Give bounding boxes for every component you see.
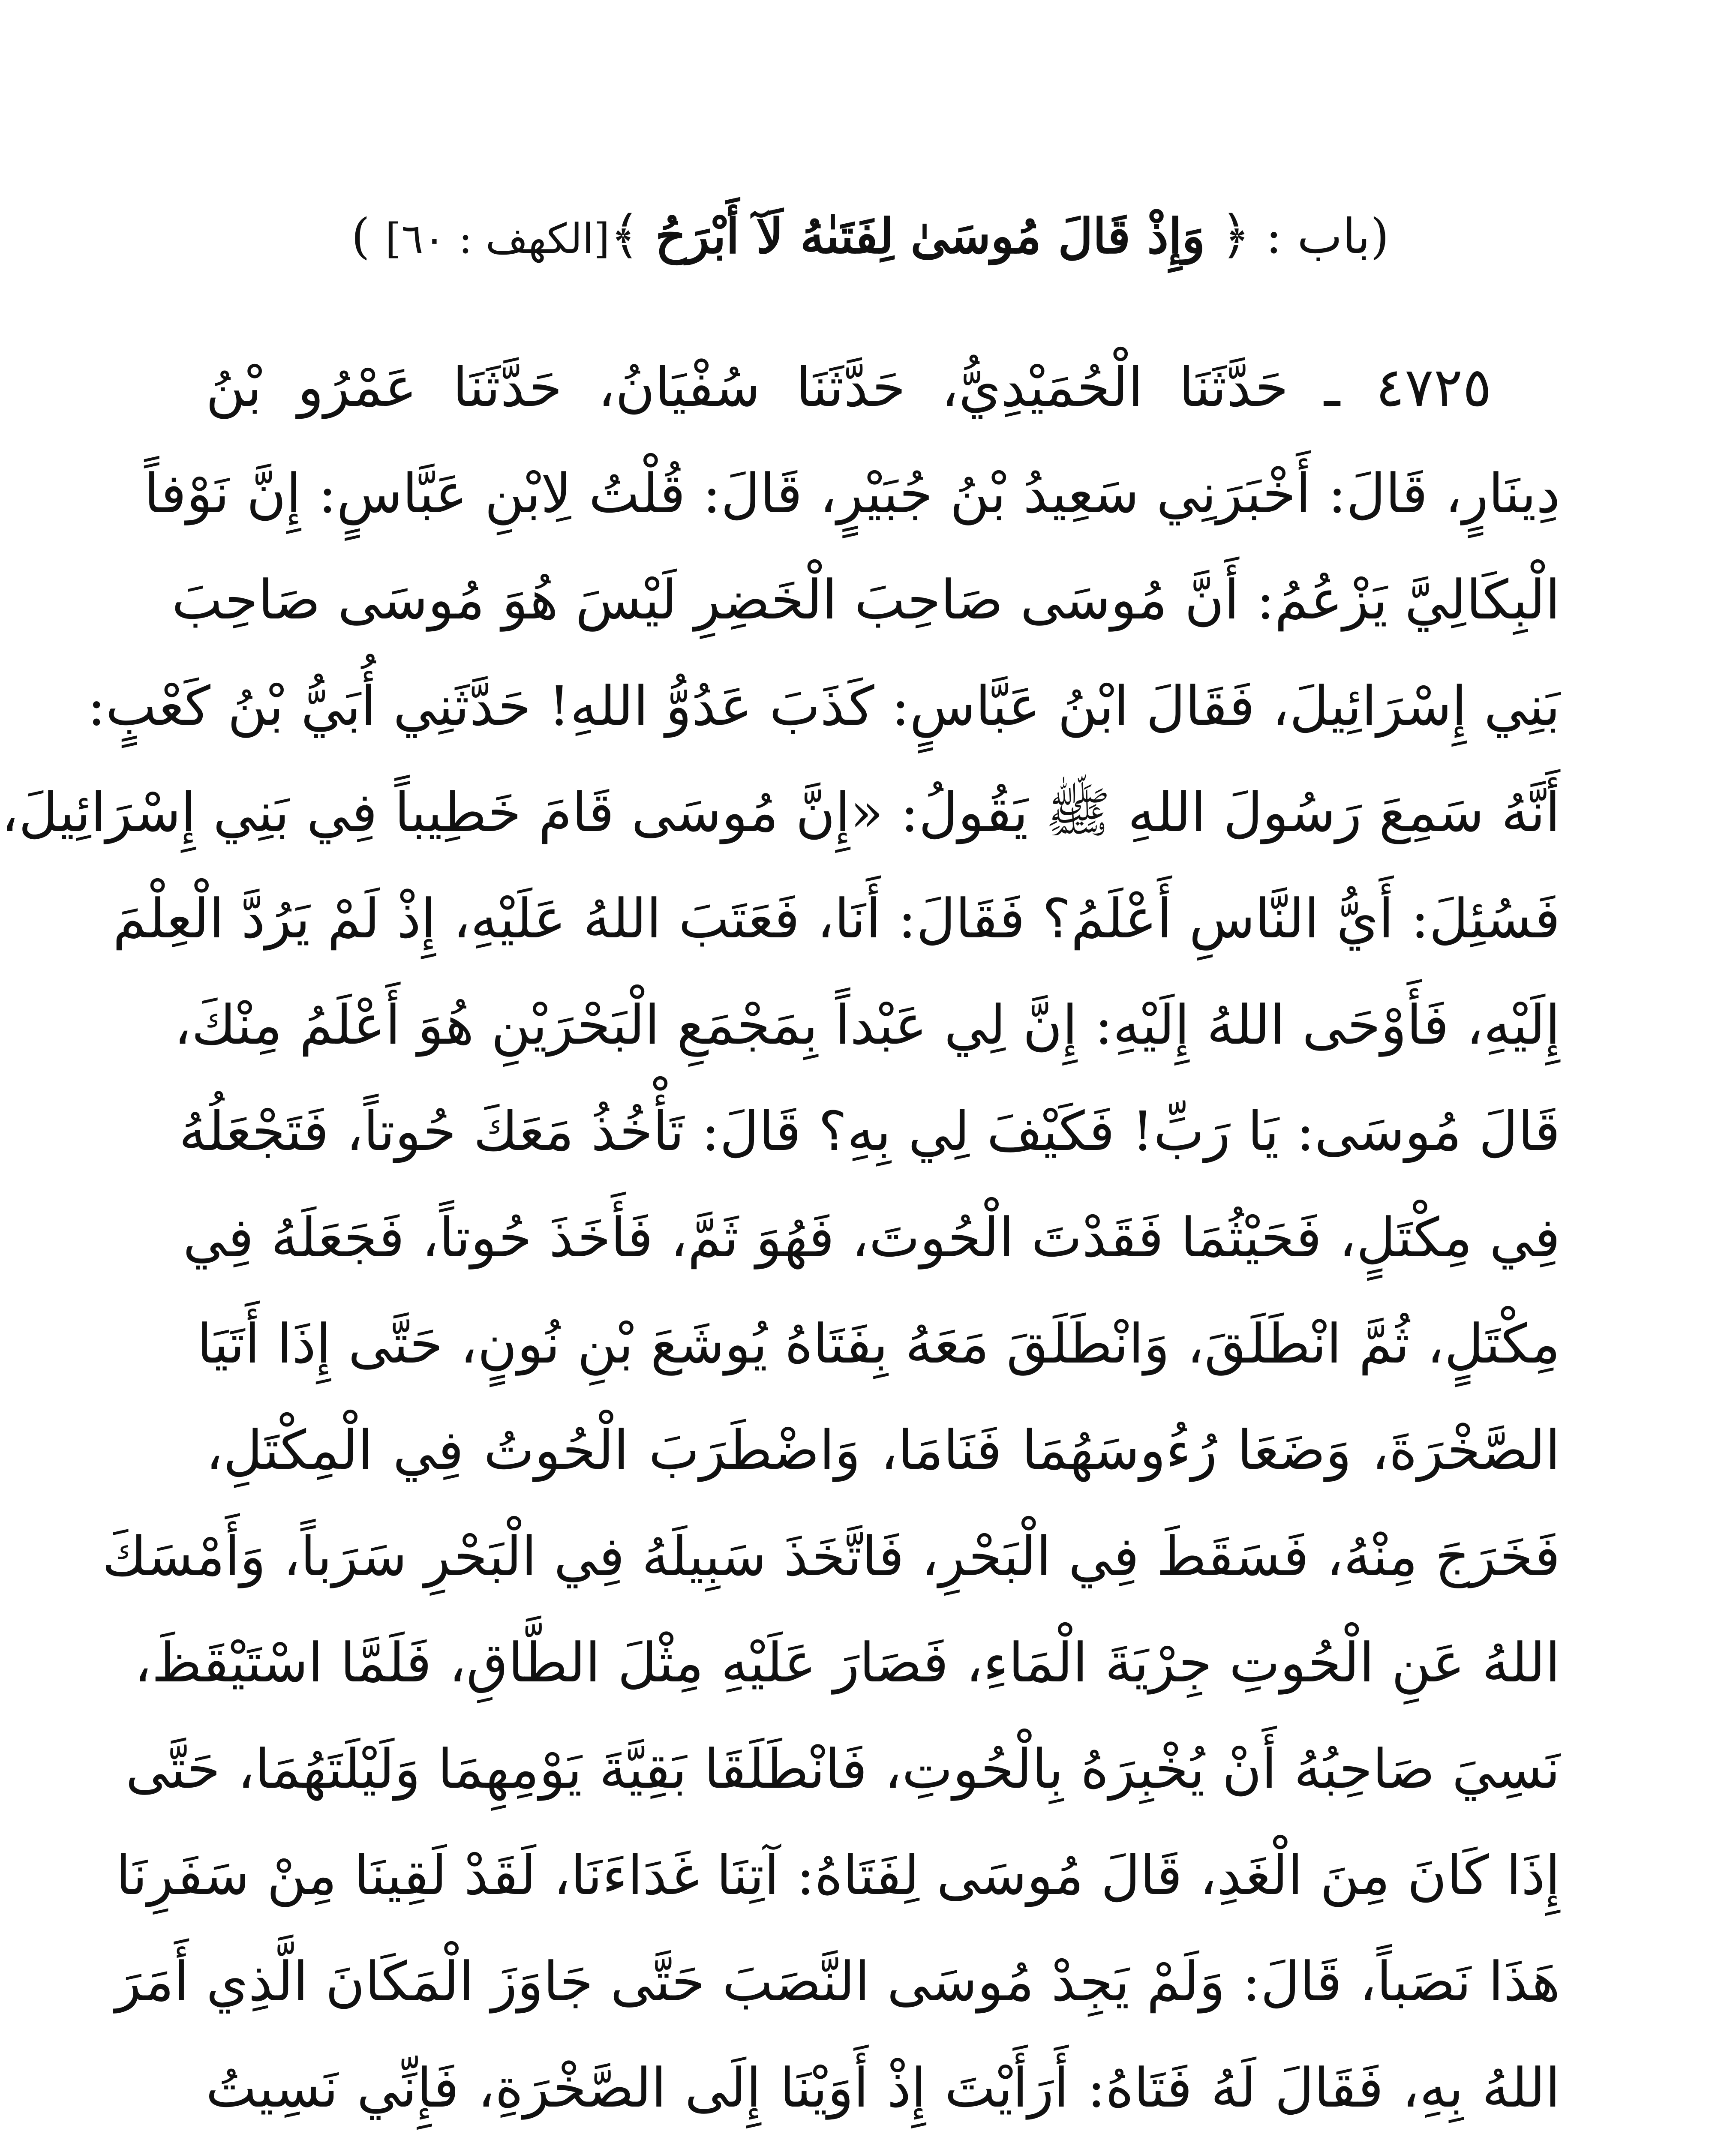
text-line: أَنَّهُ سَمِعَ رَسُولَ اللهِ ﷺ يَقُولُ: «إِنَّ مُوسَى قَامَ خَطِيباً فِي بَنِي إِسْرَائِيلَ، — [1, 781, 1560, 844]
text-line: نَسِيَ صَاحِبُهُ أَنْ يُخْبِرَهُ بِالْحُوتِ، فَانْطَلَقَا بَقِيَّةَ يَوْمِهِمَا وَلَيْلَتَهُمَا، حَتَّى — [126, 1738, 1560, 1801]
text-line: مِكْتَلٍ، ثُمَّ انْطَلَقَ، وَانْطَلَقَ مَعَهُ بِفَتَاهُ يُوشَعَ بْنِ نُونٍ، حَتَّى إِذَا أَتَيَا — [197, 1312, 1560, 1375]
text-line: إِذَا كَانَ مِنَ الْغَدِ، قَالَ مُوسَى لِفَتَاهُ: آتِنَا غَدَاءَنَا، لَقَدْ لَقِينَا مِنْ سَفَرِنَا — [116, 1844, 1560, 1907]
hadith-text-block — [1, 334, 1561, 2143]
quran-bracket-open-icon: ﴿ — [1220, 206, 1251, 265]
text-line: قَالَ مُوسَى: يَا رَبِّ! فَكَيْفَ لِي بِهِ؟ قَالَ: تَأْخُذُ مَعَكَ حُوتاً، فَتَجْعَلُهُ — [179, 1100, 1560, 1163]
heading-quran-verse: وَإِذْ قَالَ مُوسَىٰ لِفَتَىٰهُ لَآ أَبْرَحُ — [655, 208, 1205, 264]
text-line: اللهُ بِهِ، فَقَالَ لَهُ فَتَاهُ: أَرَأَيْتَ إِذْ أَوَيْنَا إِلَى الصَّخْرَةِ، فَإِنِّي نَسِيتُ — [206, 2056, 1560, 2119]
text-line: ٤٧٢٥ ـ حَدَّثَنَا الْحُمَيْدِيُّ، حَدَّثَنَا سُفْيَانُ، حَدَّثَنَا عَمْرُو بْنُ — [206, 356, 1492, 419]
text-line: دِينَارٍ، قَالَ: أَخْبَرَنِي سَعِيدُ بْنُ جُبَيْرٍ، قَالَ: قُلْتُ لِابْنِ عَبَّاسٍ: إِنَّ نَوْفاً — [144, 462, 1560, 525]
text-line: هَذَا نَصَباً، قَالَ: وَلَمْ يَجِدْ مُوسَى النَّصَبَ حَتَّى جَاوَزَ الْمَكَانَ الَّذِي أَمَرَ — [115, 1950, 1560, 2013]
heading-bab-label: باب : — [1265, 209, 1370, 264]
text-line: اللهُ عَنِ الْحُوتِ جِرْيَةَ الْمَاءِ، فَصَارَ عَلَيْهِ مِثْلَ الطَّاقِ، فَلَمَّا اسْتَيْقَظَ، — [134, 1631, 1560, 1694]
heading-surah-reference: [الكهف : ٦٠] — [385, 215, 610, 263]
text-line: إِلَيْهِ، فَأَوْحَى اللهُ إِلَيْهِ: إِنَّ لِي عَبْداً بِمَجْمَعِ الْبَحْرَيْنِ هُوَ أَعْلَمُ مِنْكَ، — [174, 993, 1560, 1056]
text-line: الصَّخْرَةَ، وَضَعَا رُءُوسَهُمَا فَنَامَا، وَاضْطَرَبَ الْحُوتُ فِي الْمِكْتَلِ، — [206, 1419, 1561, 1482]
chapter-heading — [334, 201, 1406, 270]
text-line: فَسُئِلَ: أَيُّ النَّاسِ أَعْلَمُ؟ فَقَالَ: أَنَا، فَعَتَبَ اللهُ عَلَيْهِ، إِذْ لَمْ يَرُدَّ الْعِلْمَ — [113, 887, 1560, 950]
text-line — [206, 2141, 1560, 2143]
text-line: فَخَرَجَ مِنْهُ، فَسَقَطَ فِي الْبَحْرِ، فَاتَّخَذَ سَبِيلَهُ فِي الْبَحْرِ سَرَباً، وَأَمْسَكَ — [102, 1525, 1560, 1588]
heading-open-paren: ( — [1370, 209, 1389, 264]
text-line: فِي مِكْتَلٍ، فَحَيْثُمَا فَقَدْتَ الْحُوتَ، فَهُوَ ثَمَّ، فَأَخَذَ حُوتاً، فَجَعَلَهُ فِي — [183, 1206, 1560, 1269]
heading-close-paren: ) — [351, 209, 370, 264]
text-line: بَنِي إِسْرَائِيلَ، فَقَالَ ابْنُ عَبَّاسٍ: كَذَبَ عَدُوُّ اللهِ! حَدَّثَنِي أُبَيُّ بْنُ كَعْبٍ: — [87, 675, 1560, 738]
quran-bracket-close-icon: ﴾ — [610, 206, 640, 265]
text-line: الْبِكَالِيَّ يَزْعُمُ: أَنَّ مُوسَى صَاحِبَ الْخَضِرِ لَيْسَ هُوَ مُوسَى صَاحِبَ — [171, 568, 1560, 631]
